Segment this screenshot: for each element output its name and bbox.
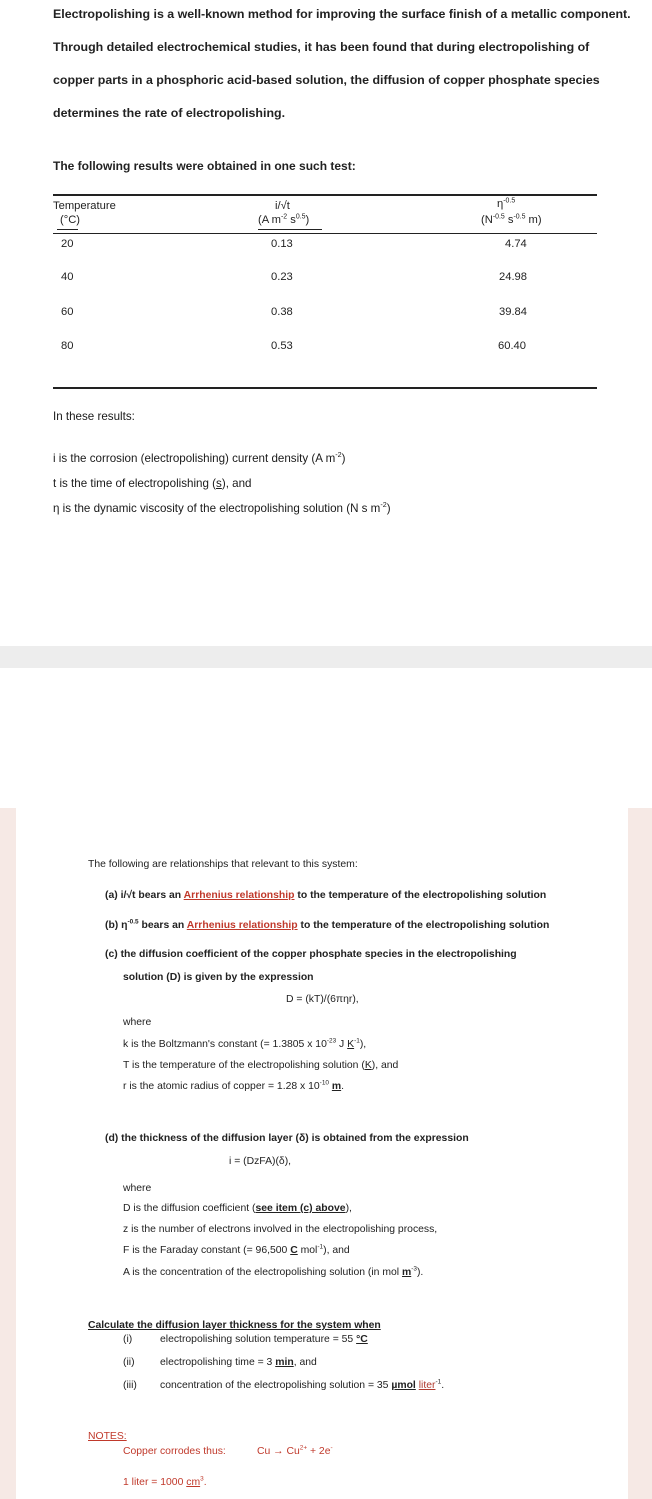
arrhenius-link[interactable]: Arrhenius relationship xyxy=(183,890,295,901)
item-d: (d) the thickness of the diffusion layer (δ) is obtained from the expression xyxy=(105,1133,469,1144)
condition-concentration: concentration of the electropolishing solution = 35 µmol liter$^{-1}$. xyxy=(160,1378,445,1391)
col-temperature-underline xyxy=(57,229,78,230)
def-time: t is the time of electropolishing (s), and xyxy=(53,477,252,490)
intro-line-2: Through detailed electrochemical studies, it has been found that during electropolishing of xyxy=(53,40,590,54)
table-cell: 24.98 xyxy=(499,271,527,283)
table-cell: 40 xyxy=(61,271,74,283)
condition-num: (i) xyxy=(123,1334,133,1345)
page-separator xyxy=(0,646,652,668)
page-margin-right xyxy=(628,808,652,1499)
where-label-2: where xyxy=(123,1183,152,1194)
item-c-line-1: (c) the diffusion coefficient of the copper phosphate species in the electropolishing xyxy=(105,949,517,960)
table-cell: 0.23 xyxy=(271,271,293,283)
item-a: (a) i/√t bears an Arrhenius relationship to the temperature of the electropolishing solution xyxy=(105,890,547,901)
table-cell: 60.40 xyxy=(498,340,526,352)
table-intro: The following results were obtained in one such test: xyxy=(53,159,356,173)
col-temperature-header: Temperature xyxy=(53,200,116,212)
def-faraday: F is the Faraday constant (= 96,500 C mol$^{-1}$), and xyxy=(123,1243,350,1256)
note-reaction: $Cu \to Cu^{2+} + 2e^-$ xyxy=(257,1444,333,1457)
def-viscosity: η is the dynamic viscosity of the electropolishing solution (N s $m^{-2}$) xyxy=(53,500,391,515)
def-current-density: i is the corrosion (electropolishing) current density (A $m^{-2}$) xyxy=(53,450,346,465)
formula-diffusion-coefficient: D = (kT)/(6πηr), xyxy=(286,994,359,1005)
table-bottom-rule xyxy=(53,387,597,389)
def-boltzmann: k is the Boltzmann's constant (= 1.3805 x $10^{-23}$ J $K^{-1}$), xyxy=(123,1037,367,1050)
calculate-title: Calculate the diffusion layer thickness for the system when xyxy=(88,1320,381,1331)
condition-num: (iii) xyxy=(123,1380,137,1391)
table-cell: 80 xyxy=(61,340,74,352)
col-viscosity-header: $\eta^{-0.5}$ xyxy=(497,197,516,210)
table-top-rule xyxy=(53,194,597,196)
condition-time: electropolishing time = 3 min, and xyxy=(160,1357,317,1368)
intro-line-4: determines the rate of electropolishing. xyxy=(53,106,286,120)
table-header-rule xyxy=(53,233,597,234)
def-concentration: A is the concentration of the electropolishing solution (in mol $m^{-3}$). xyxy=(123,1265,424,1278)
def-radius: r is the atomic radius of copper = 1.28 x $10^{-10}$ m. xyxy=(123,1079,345,1092)
table-cell: 39.84 xyxy=(499,306,527,318)
page-2 xyxy=(16,808,628,1499)
formula-diffusion-layer: i = (DzFA)(δ), xyxy=(229,1156,292,1167)
def-electrons: z is the number of electrons involved in the electropolishing process, xyxy=(123,1224,438,1235)
notes-label: NOTES: xyxy=(88,1431,127,1442)
note-copper-corrodes: Copper corrodes thus: xyxy=(123,1446,226,1457)
intro-line-3: copper parts in a phosphoric acid-based solution, the diffusion of copper phosphate species xyxy=(53,73,600,87)
page-margin-left xyxy=(0,808,16,1499)
table-cell: 0.13 xyxy=(271,238,293,250)
table-cell: 4.74 xyxy=(505,238,527,250)
col-rate-header: i/√t xyxy=(275,200,290,212)
table-cell: 60 xyxy=(61,306,74,318)
arrhenius-link[interactable]: Arrhenius relationship xyxy=(186,920,298,931)
intro-line-1: Electropolishing is a well-known method for improving the surface finish of a metallic component. xyxy=(53,7,631,21)
col-rate-unit: (A $m^{-2}$ $s^{0.5}$) xyxy=(258,213,310,226)
where-label-1: where xyxy=(123,1017,152,1028)
col-temperature-unit: (°C) xyxy=(60,214,81,226)
table-cell: 20 xyxy=(61,238,74,250)
in-these-results: In these results: xyxy=(53,410,135,423)
def-diffusion-coefficient: D is the diffusion coefficient (see item (c) above), xyxy=(123,1203,352,1214)
col-rate-underline xyxy=(258,229,322,230)
def-temperature: T is the temperature of the electropolishing solution (K), and xyxy=(123,1060,399,1071)
col-viscosity-unit: ($N^{-0.5}$ $s^{-0.5}$ m) xyxy=(481,213,542,226)
condition-num: (ii) xyxy=(123,1357,135,1368)
table-cell: 0.38 xyxy=(271,306,293,318)
relationships-intro: The following are relationships that relevant to this system: xyxy=(88,859,358,870)
item-c-line-2: solution (D) is given by the expression xyxy=(123,972,314,983)
note-liter-conversion: 1 liter = 1000 $cm^3$. xyxy=(123,1475,207,1488)
condition-temperature: electropolishing solution temperature = 55 °C xyxy=(160,1334,368,1345)
item-b: (b) $\eta^{-0.5}$ bears an Arrhenius relationship to the temperature of the electropolishing solution xyxy=(105,918,550,931)
table-cell: 0.53 xyxy=(271,340,293,352)
